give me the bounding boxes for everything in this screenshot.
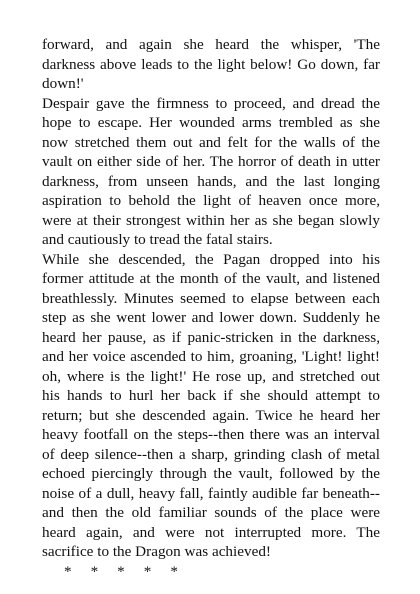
section-separator: * * * * *	[64, 562, 178, 580]
paragraph-1: forward, and again she heard the whisper, 'The darkness above leads to the light below! Go down, far down!'	[42, 36, 380, 92]
paragraph-3: While she descended, the Pagan dropped into his former attitude at the month of the vault, and listened breathlessly. Minutes seemed to elapse between each step as she went lower and lower down. Suddenly he heard her pause, as if panic-stricken in the darkness, and her voice ascended to him, groaning, 'Light! light! oh, where is the light!' He rose up, and stretched out his hands to hurl her back if she should attempt to return; but she descended again. Twice he heard her heavy footfall on the steps--then there was an interval of deep silence--then a sharp, grinding clash of metal echoed piercingly through the vault, followed by the noise of a dull, heavy fall, faintly audible far beneath--and then the old familiar sounds of the place were heard again, and were not interrupted more. The sacrifice to the Dragon was achieved!	[42, 250, 380, 560]
paragraph-2: Despair gave the firmness to proceed, and dread the hope to escape. Her wounded arms trembled as she now stretched them out and felt for the walls of the vault on either side of her. The horror of death in utter darkness, from unseen hands, and the last longing aspiration to behold the light of heaven once more, were at their strongest within her as she began slowly and cautiously to tread the fatal stairs.	[42, 94, 380, 248]
document-page	[42, 35, 380, 581]
